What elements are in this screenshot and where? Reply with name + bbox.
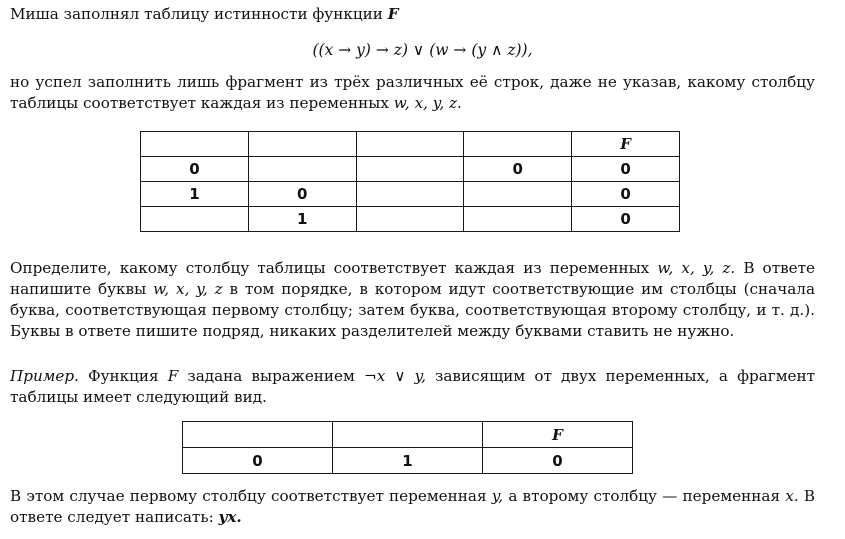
table-cell xyxy=(183,422,333,448)
table-cell xyxy=(332,422,482,448)
table-cell: 1 xyxy=(332,448,482,474)
example-paragraph: Пример. Функция F задана выражением ¬x ∨ y, зависящим от двух переменных, а фрагмент таблицы имеет следующий вид. xyxy=(10,367,816,406)
truth-table-fragment xyxy=(140,131,680,232)
table-cell: 0 xyxy=(482,448,632,474)
table-cell: 0 xyxy=(464,157,572,182)
table-cell xyxy=(141,132,249,157)
table-cell xyxy=(464,132,572,157)
example-table xyxy=(182,421,633,474)
table-cell: 0 xyxy=(183,448,333,474)
table-cell: 0 xyxy=(572,182,680,207)
table-cell xyxy=(248,157,356,182)
task-paragraph: но успел заполнить лишь фрагмент из трёх различных её строк, даже не указав, какому столбцу таблицы соответствует каждая из переменных w, x, y, z. xyxy=(10,73,815,112)
table-row xyxy=(183,448,633,474)
intro-text: Миша заполнял таблицу истинности функции F xyxy=(10,5,399,23)
table-cell: 1 xyxy=(141,182,249,207)
table-cell xyxy=(356,207,464,232)
table-cell: 0 xyxy=(141,157,249,182)
table-row xyxy=(141,157,680,182)
table-cell xyxy=(356,182,464,207)
table-cell: 0 xyxy=(248,182,356,207)
table-row xyxy=(141,207,680,232)
table-cell xyxy=(356,157,464,182)
table-header-f: F xyxy=(482,422,632,448)
conclusion-paragraph: В этом случае первому столбцу соответствует переменная y, а второму столбцу — переменная x. В ответе следует написать: yx. xyxy=(10,487,816,526)
table-row xyxy=(141,182,680,207)
table-cell xyxy=(464,207,572,232)
table-header-row xyxy=(183,422,633,448)
table-cell: 0 xyxy=(572,157,680,182)
table-cell xyxy=(248,132,356,157)
table-header-f: F xyxy=(572,132,680,157)
function-formula: ((x → y) → z) ∨ (w → (y ∧ z)), xyxy=(312,41,533,59)
table-header-row xyxy=(141,132,680,157)
table-cell: 1 xyxy=(248,207,356,232)
instruction-paragraph: Определите, какому столбцу таблицы соответствует каждая из переменных w, x, y, z. В ответе напишите буквы w, x, y, z в том порядке, в котором идут соответствующие им столбцы (сначала буква, соответствующая первому столбцу; затем буква, соответствующая второму столбцу, и т. д.). Буквы в ответе пишите подряд, никаких разделителей между буквами ставить не нужно. xyxy=(10,259,816,340)
table-cell xyxy=(464,182,572,207)
table-cell xyxy=(141,207,249,232)
table-cell: 0 xyxy=(572,207,680,232)
table-cell xyxy=(356,132,464,157)
